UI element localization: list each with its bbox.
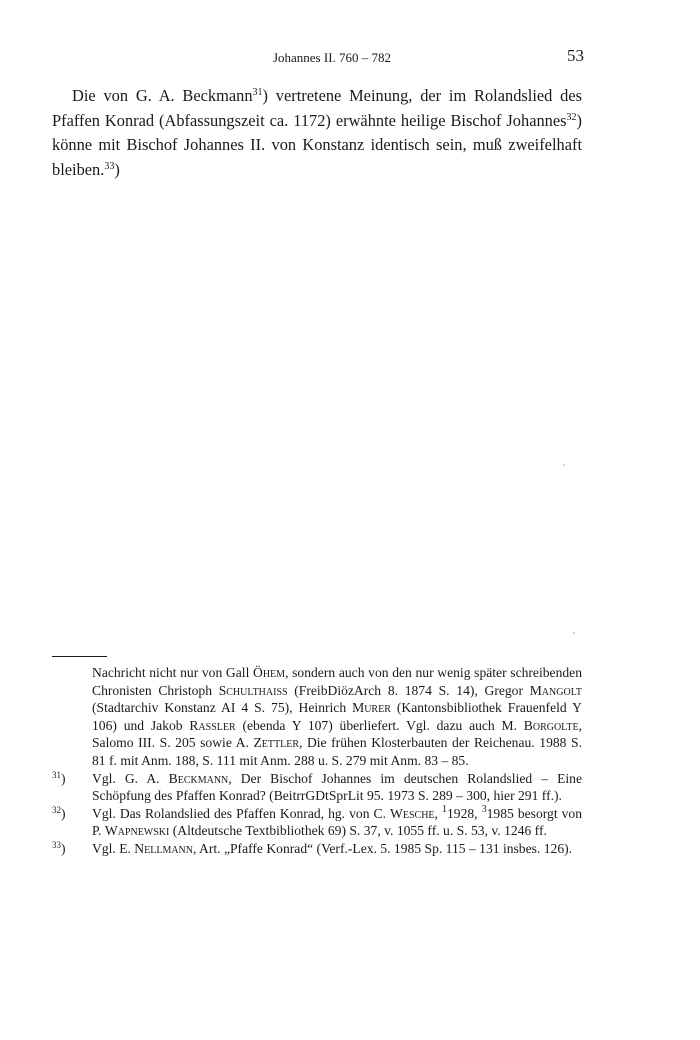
author-name: Murer [352, 700, 391, 716]
footnote-text: Nachricht nicht nur von Gall [92, 665, 254, 680]
author-name: Beckmann [168, 770, 229, 786]
author-name: Wapnewski [104, 823, 170, 839]
main-paragraph [52, 84, 582, 182]
footnote-text: Vgl. E. [92, 840, 135, 856]
body-text-1: Die von G. A. Beckmann [72, 86, 253, 105]
footnote-text: , Salomo III. S. 205 sowie A. [92, 717, 582, 751]
body-text-2: ) vertretene Meinung, der im Rolandslied des Pfaffen Konrad (Abfassungszeit ca. 1172) erwähnte heilige Bischof Johannes [52, 86, 582, 130]
footnote-text: , Art. „Pfaffe Konrad“ (Verf.-Lex. 5. 1985 Sp. 115 – 131 insbes. 126). [193, 840, 573, 856]
body-text-4: ) [114, 159, 120, 179]
footnote-text: , sondern auch von den nur wenig später schreibenden Chronisten Christoph [92, 665, 582, 698]
footnote-31 [52, 770, 582, 805]
footnote-number [52, 805, 90, 823]
footnote-text: 1928, [446, 805, 482, 821]
author-name: Nellmann [134, 840, 193, 856]
footnote-number [52, 770, 90, 788]
footnote-text: (FreibDiözArch 8. 1874 S. 14), Gregor [287, 682, 530, 698]
footnote-ref-31[interactable]: 31 [252, 87, 263, 98]
author-name: Öhem [253, 665, 286, 680]
footnote-32 [52, 805, 582, 840]
author-name: Raßler [189, 717, 236, 733]
footnote-text: (Kantonsbibliothek Frauenfeld Y 106) und Jakob [92, 700, 582, 733]
footnote-paren: ) [61, 805, 66, 821]
author-name: Zettler [253, 735, 299, 751]
author-name: Borgolte [523, 717, 579, 733]
page-number: 53 [567, 46, 584, 65]
footnote-number-31: 31 [52, 769, 61, 780]
footnote-ref-32[interactable]: 32 [566, 111, 577, 123]
footnote-text: (Stadtarchiv Konstanz AI 4 S. 75), Heinrich [92, 700, 353, 716]
footnote-number-32: 32 [52, 804, 61, 815]
footnote-text: , Die frühen Klosterbauten der Reichenau. 1988 S. 81 f. mit Anm. 188, S. 111 mit Anm. 288 u. S. 279 mit Anm. 83 – 85. [92, 735, 582, 768]
footnote-text: (ebenda Y 107) überliefert. Vgl. dazu auch M. [235, 717, 524, 733]
footnote-text: Vgl. Das Rolandslied des Pfaffen Konrad, hg. von C. [92, 805, 391, 821]
footnote-number-33: 33 [52, 839, 61, 850]
running-title: Johannes II. 760 – 782 [272, 50, 392, 65]
footnote-continuation [52, 664, 582, 770]
author-name: Schulthaiß [218, 682, 288, 698]
footnote-text: (Altdeutsche Textbibliothek 69) S. 37, v. 1055 ff. u. S. 53, v. 1246 ff. [169, 823, 547, 839]
scan-speck [573, 632, 575, 634]
footnotes [52, 664, 582, 858]
footnote-paren: ) [61, 840, 66, 856]
author-name: Mangolt [529, 682, 582, 698]
edition-number: 1 [441, 803, 447, 815]
scan-speck [563, 464, 565, 466]
footnote-text: Vgl. G. A. [92, 770, 169, 786]
page-header [72, 48, 592, 68]
footnote-text: , [434, 805, 442, 821]
footnote-ref-33[interactable]: 33 [104, 160, 115, 172]
footnote-paren: ) [61, 770, 66, 786]
footnote-text: , Der Bischof Johannes im deutschen Rolandslied – Eine Schöpfung des Pfaffen Konrad? (BeitrrGDtSprLit 95. 1973 S. 289 – 300, hier 291 ff.). [92, 770, 582, 804]
footnote-text: 1985 besorgt von P. [92, 805, 583, 839]
footnote-separator [52, 656, 107, 657]
footnote-33 [52, 840, 582, 858]
author-name: Wesche [390, 805, 435, 821]
footnote-number [52, 840, 90, 858]
body-text-3: ) könne mit Bischof Johannes II. von Konstanz identisch sein, muß zweifelhaft bleiben. [52, 110, 582, 179]
edition-number: 3 [481, 803, 487, 815]
